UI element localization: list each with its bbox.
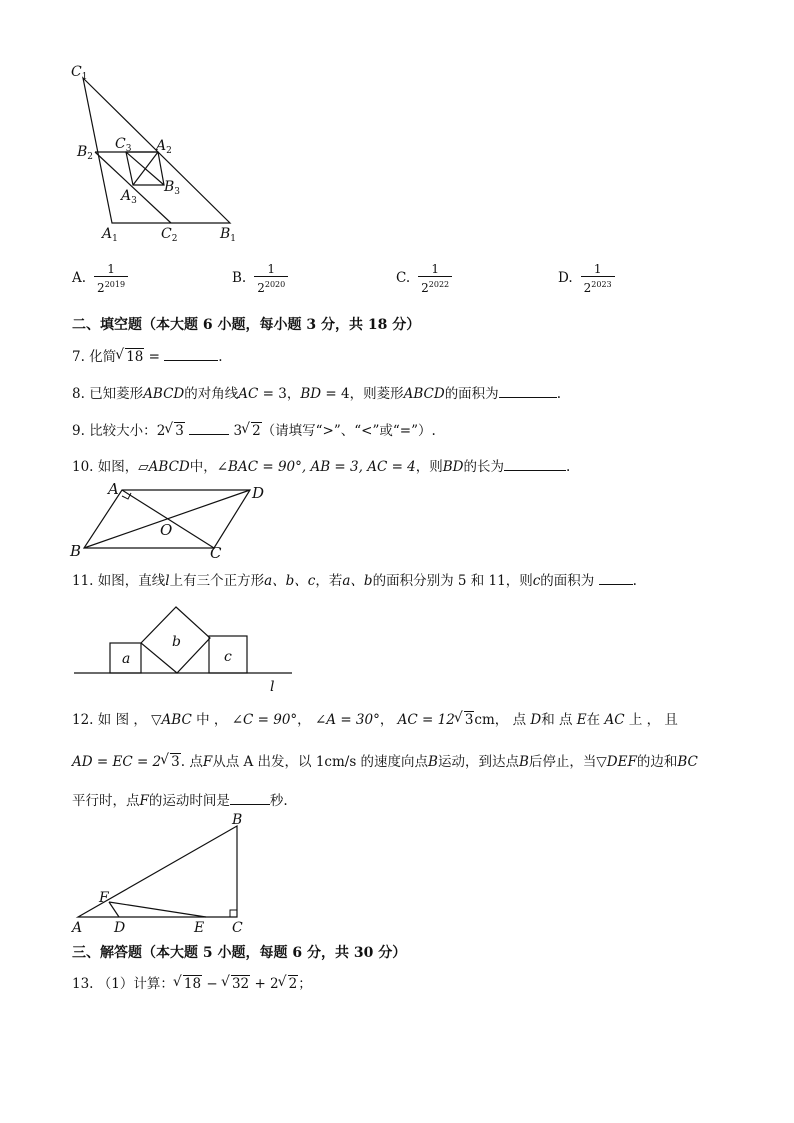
label-a-vertex: A [72, 920, 83, 936]
label-d: D [252, 484, 265, 502]
question-7: 7. 化简√ 18 = . [72, 346, 223, 367]
label-d-point: D [114, 920, 126, 936]
question-13: 13. （1）计算：√ 18 − √ 32 + 2√ 2； [72, 974, 312, 994]
question-8: 8. 已知菱形ABCD的对角线AC = 3，BD = 4，则菱形ABCD的面积为 . [72, 383, 561, 404]
answer-options [72, 262, 752, 298]
label-a2: $A_2$ [156, 138, 172, 156]
label-f: F [99, 890, 109, 906]
question-12-line-2: AD = EC = 2√ 3. 点F从点 A 出发，以 1cm/s 的速度向点B运动，到达点B后停止，当▽DEF的边和BC [72, 752, 698, 772]
label-c: C [210, 544, 222, 560]
section-2-title: 二、填空题（本大题 6 小题，每小题 3 分，共 18 分） [72, 317, 421, 333]
squares-on-line-figure [70, 598, 300, 696]
right-angle-mark-c [230, 910, 237, 917]
segment-fd [109, 902, 119, 917]
label-e-point: E [194, 920, 205, 936]
label-b3: $B_3$ [164, 179, 181, 197]
diagonal-bd [84, 490, 250, 548]
label-a3: $A_3$ [121, 188, 137, 206]
answer-blank-10[interactable] [504, 456, 566, 471]
option-d[interactable]: D. $\frac{1}{2^{2023}}$ [558, 262, 615, 295]
question-12-line-3: 平行时，点F的运动时间是 秒. [72, 790, 288, 811]
answer-blank-7[interactable] [164, 346, 218, 361]
segment-a3b3-link [133, 152, 158, 185]
label-c1: $C_1$ [71, 64, 88, 82]
label-a: A [108, 480, 119, 498]
label-c2: $C_2$ [161, 226, 178, 244]
right-angle-mark-a [122, 493, 131, 499]
answer-blank-9[interactable] [189, 420, 229, 435]
section-3-title: 三、解答题（本大题 5 小题，每题 6 分，共 30 分） [72, 945, 407, 961]
segment-fe [109, 902, 206, 917]
answer-blank-11[interactable] [599, 570, 633, 585]
label-c-vertex: C [232, 920, 243, 936]
answer-blank-12[interactable] [230, 790, 270, 805]
question-11: 11. 如图，直线l上有三个正方形a、b、c，若a、b的面积分别为 5 和 11，则c的面积为 . [72, 570, 637, 591]
option-c[interactable]: C. $\frac{1}{2^{2022}}$ [396, 262, 452, 295]
label-b: B [70, 542, 82, 560]
label-b2: $B_2$ [77, 144, 94, 162]
label-c3: $C_3$ [115, 136, 132, 154]
label-l-line: l [270, 679, 275, 695]
label-a-square: a [122, 651, 131, 667]
question-10: 10. 如图，▱ABCD中，∠BAC = 90°, AB = 3, AC = 4，则BD的长为 . [72, 456, 570, 477]
option-b[interactable]: B. $\frac{1}{2^{2020}}$ [232, 262, 288, 295]
label-o: O [160, 521, 173, 539]
nested-triangles-figure [70, 60, 250, 245]
sqrt-18: √ 18 [116, 347, 144, 367]
label-a1: $A_1$ [102, 226, 118, 244]
question-9: 9. 比较大小：2√ 3 3√ 2（请填写“>”、“<”或“=”）. [72, 420, 436, 441]
right-triangle-figure [70, 812, 260, 938]
label-b1: $B_1$ [220, 226, 237, 244]
parallelogram-figure [68, 480, 268, 560]
label-c-square: c [224, 649, 232, 665]
option-a[interactable]: A. $\frac{1}{2^{2019}}$ [72, 262, 128, 295]
answer-blank-8[interactable] [499, 383, 557, 398]
label-b-vertex: B [232, 812, 243, 828]
label-b-square: b [172, 634, 181, 650]
question-12-line-1: 12. 如 图 ， ▽ABC 中 ， ∠C = 90°， ∠A = 30°， AC = 12√ 3cm， 点 D和 点 E在 AC 上 ， 且 [72, 710, 678, 730]
